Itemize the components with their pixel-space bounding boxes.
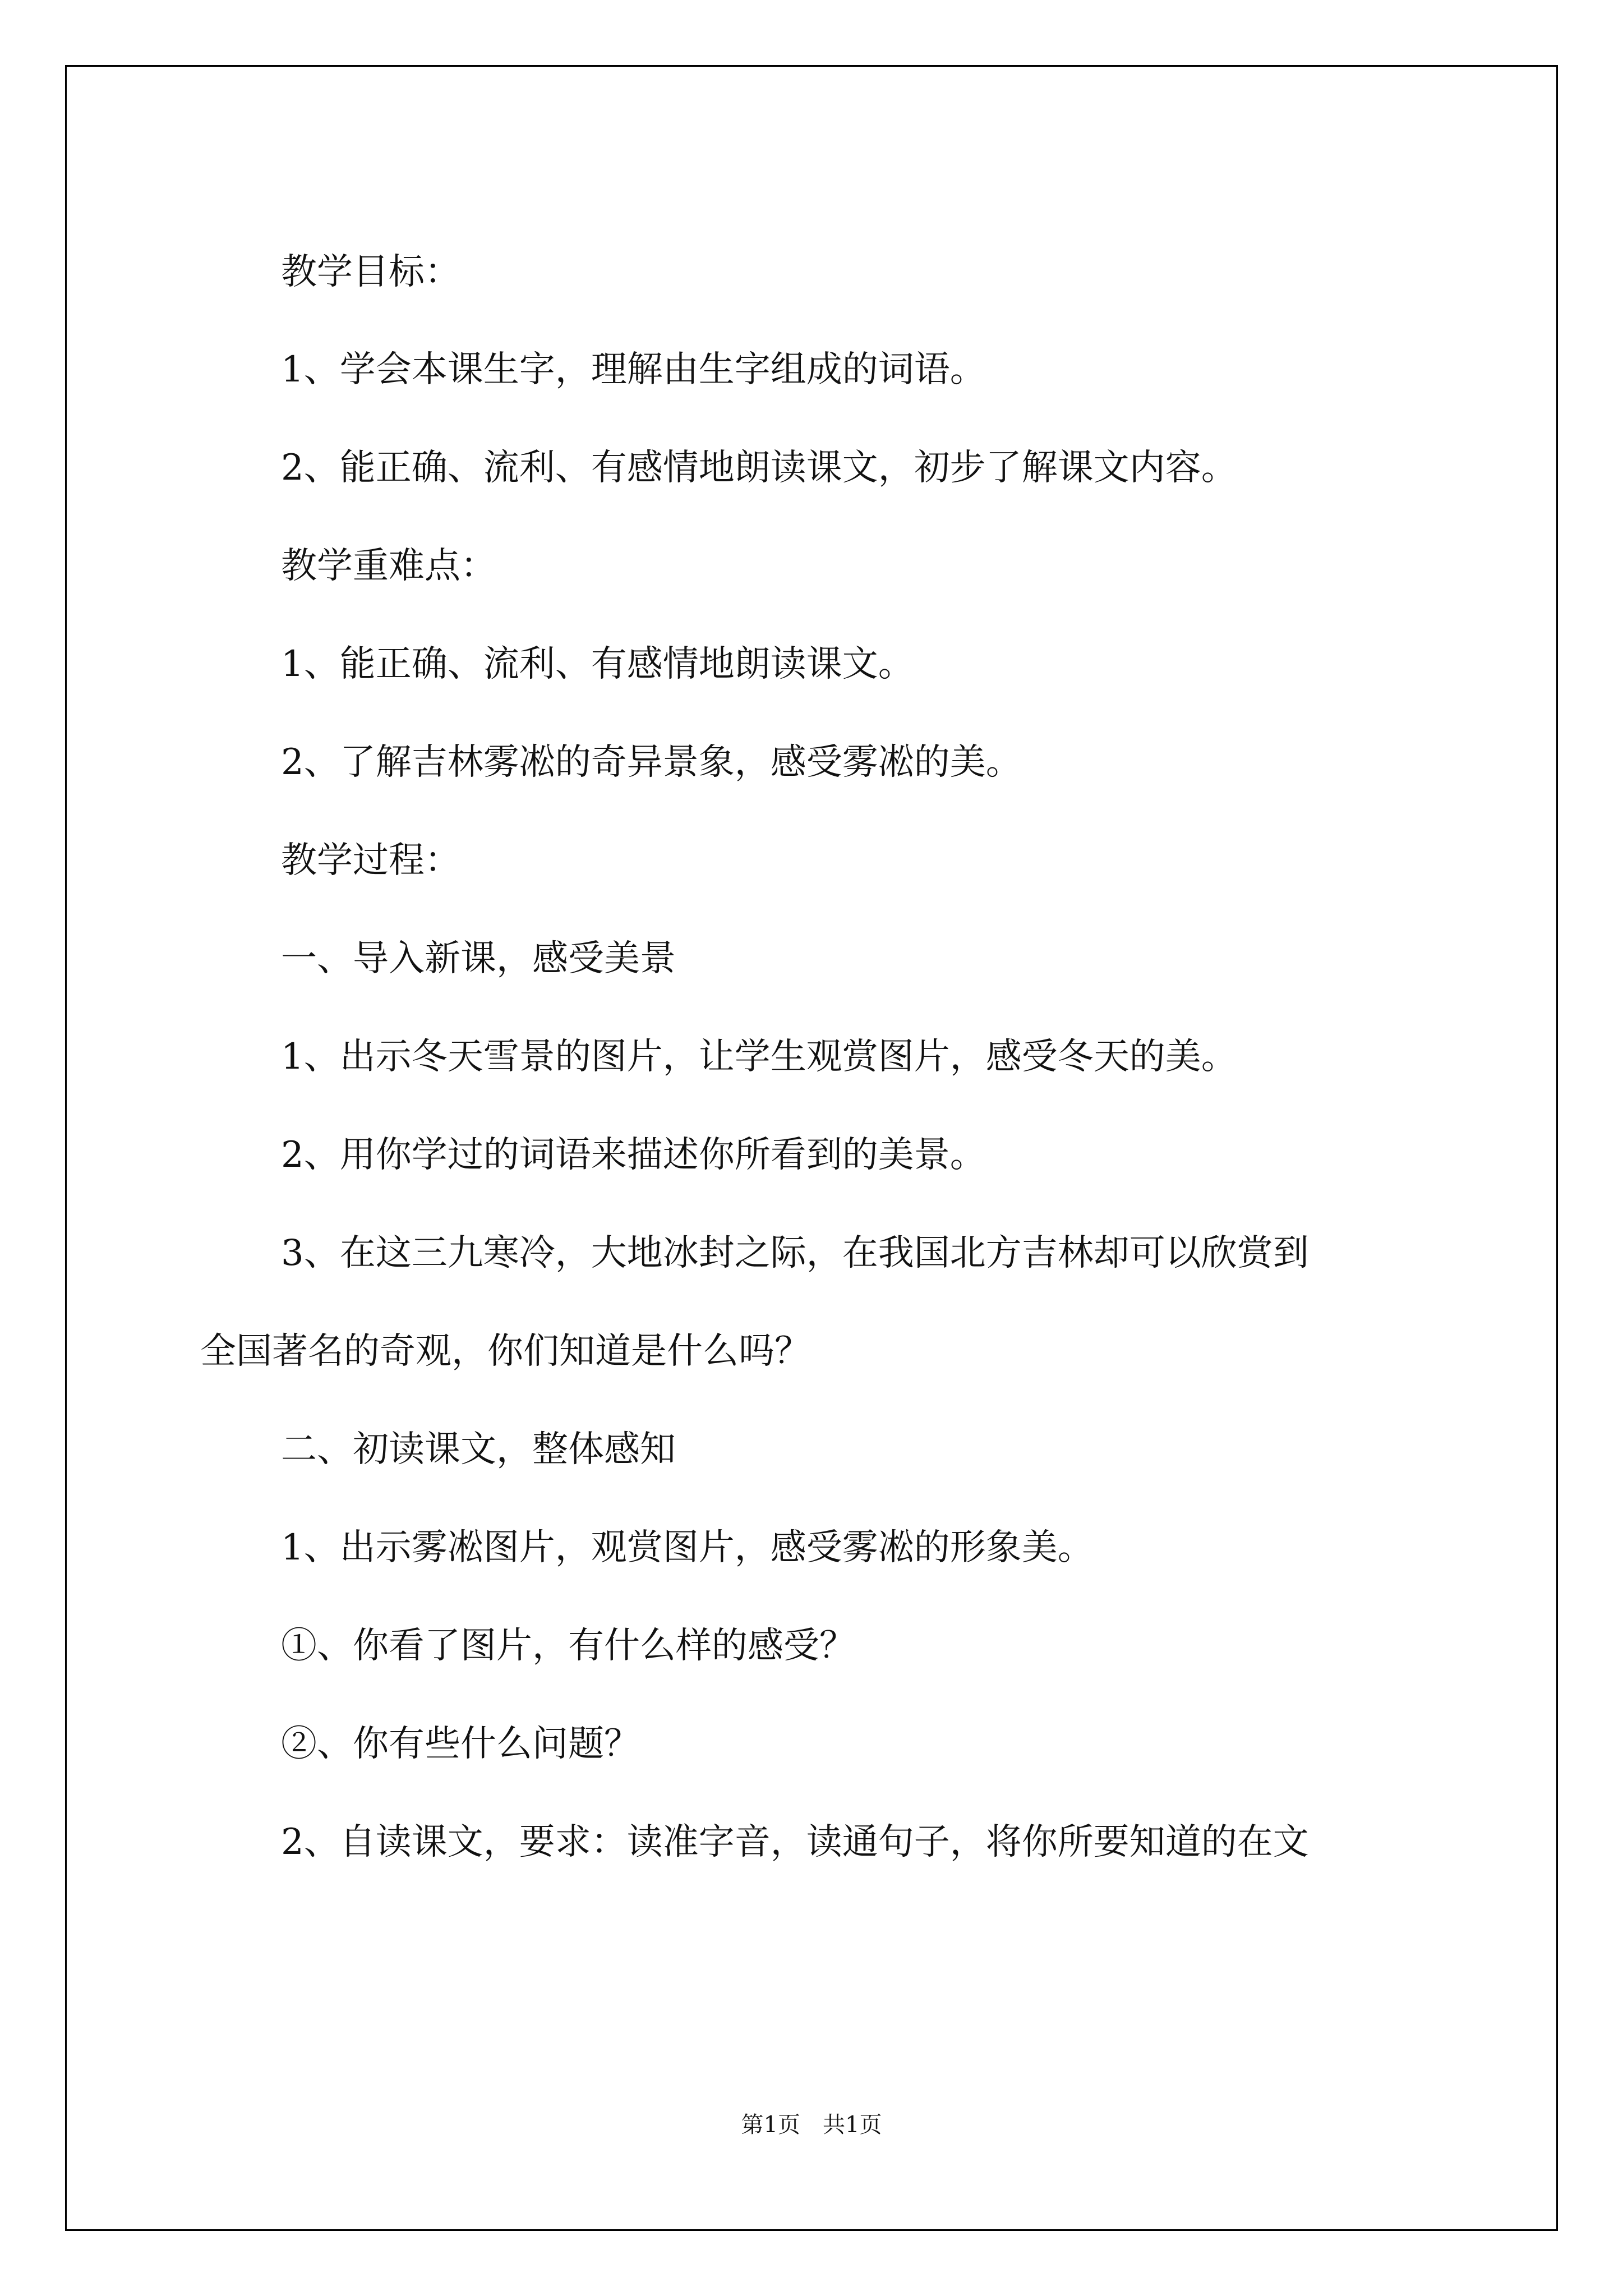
text-line: 2、用你学过的词语来描述你所看到的美景。 [281, 1134, 986, 1176]
page-frame [65, 65, 1558, 2231]
page-number-footer: 第1页 共1页 [741, 2112, 882, 2138]
section-heading-process: 教学过程： [281, 840, 460, 881]
text-line: 1、学会本课生字，理解由生字组成的词语。 [281, 349, 986, 390]
document-body [67, 67, 1556, 2229]
text-line: ②、你有些什么问题？ [281, 1723, 640, 1765]
text-line: 2、自读课文，要求：读准字音，读通句子，将你所要知道的在文 [281, 1821, 1309, 1863]
subsection-heading: 二、初读课文，整体感知 [281, 1429, 676, 1470]
section-heading-objectives: 教学目标： [281, 251, 460, 293]
text-line-continuation: 全国著名的奇观，你们知道是什么吗？ [200, 1331, 810, 1372]
section-heading-key-points: 教学重难点： [281, 545, 496, 587]
text-line: 1、能正确、流利、有感情地朗读课文。 [281, 643, 914, 685]
text-line: 1、出示冬天雪景的图片，让学生观赏图片，感受冬天的美。 [281, 1036, 1237, 1078]
text-line: 1、出示雾凇图片，观赏图片，感受雾凇的形象美。 [281, 1527, 1094, 1568]
text-line: 2、能正确、流利、有感情地朗读课文，初步了解课文内容。 [281, 447, 1237, 489]
text-line: 3、在这三九寒冷，大地冰封之际，在我国北方吉林却可以欣赏到 [281, 1232, 1309, 1274]
subsection-heading: 一、导入新课，感受美景 [281, 938, 676, 979]
text-line: 2、了解吉林雾凇的奇异景象，感受雾凇的美。 [281, 742, 1022, 783]
text-line: ①、你看了图片，有什么样的感受？ [281, 1625, 855, 1667]
